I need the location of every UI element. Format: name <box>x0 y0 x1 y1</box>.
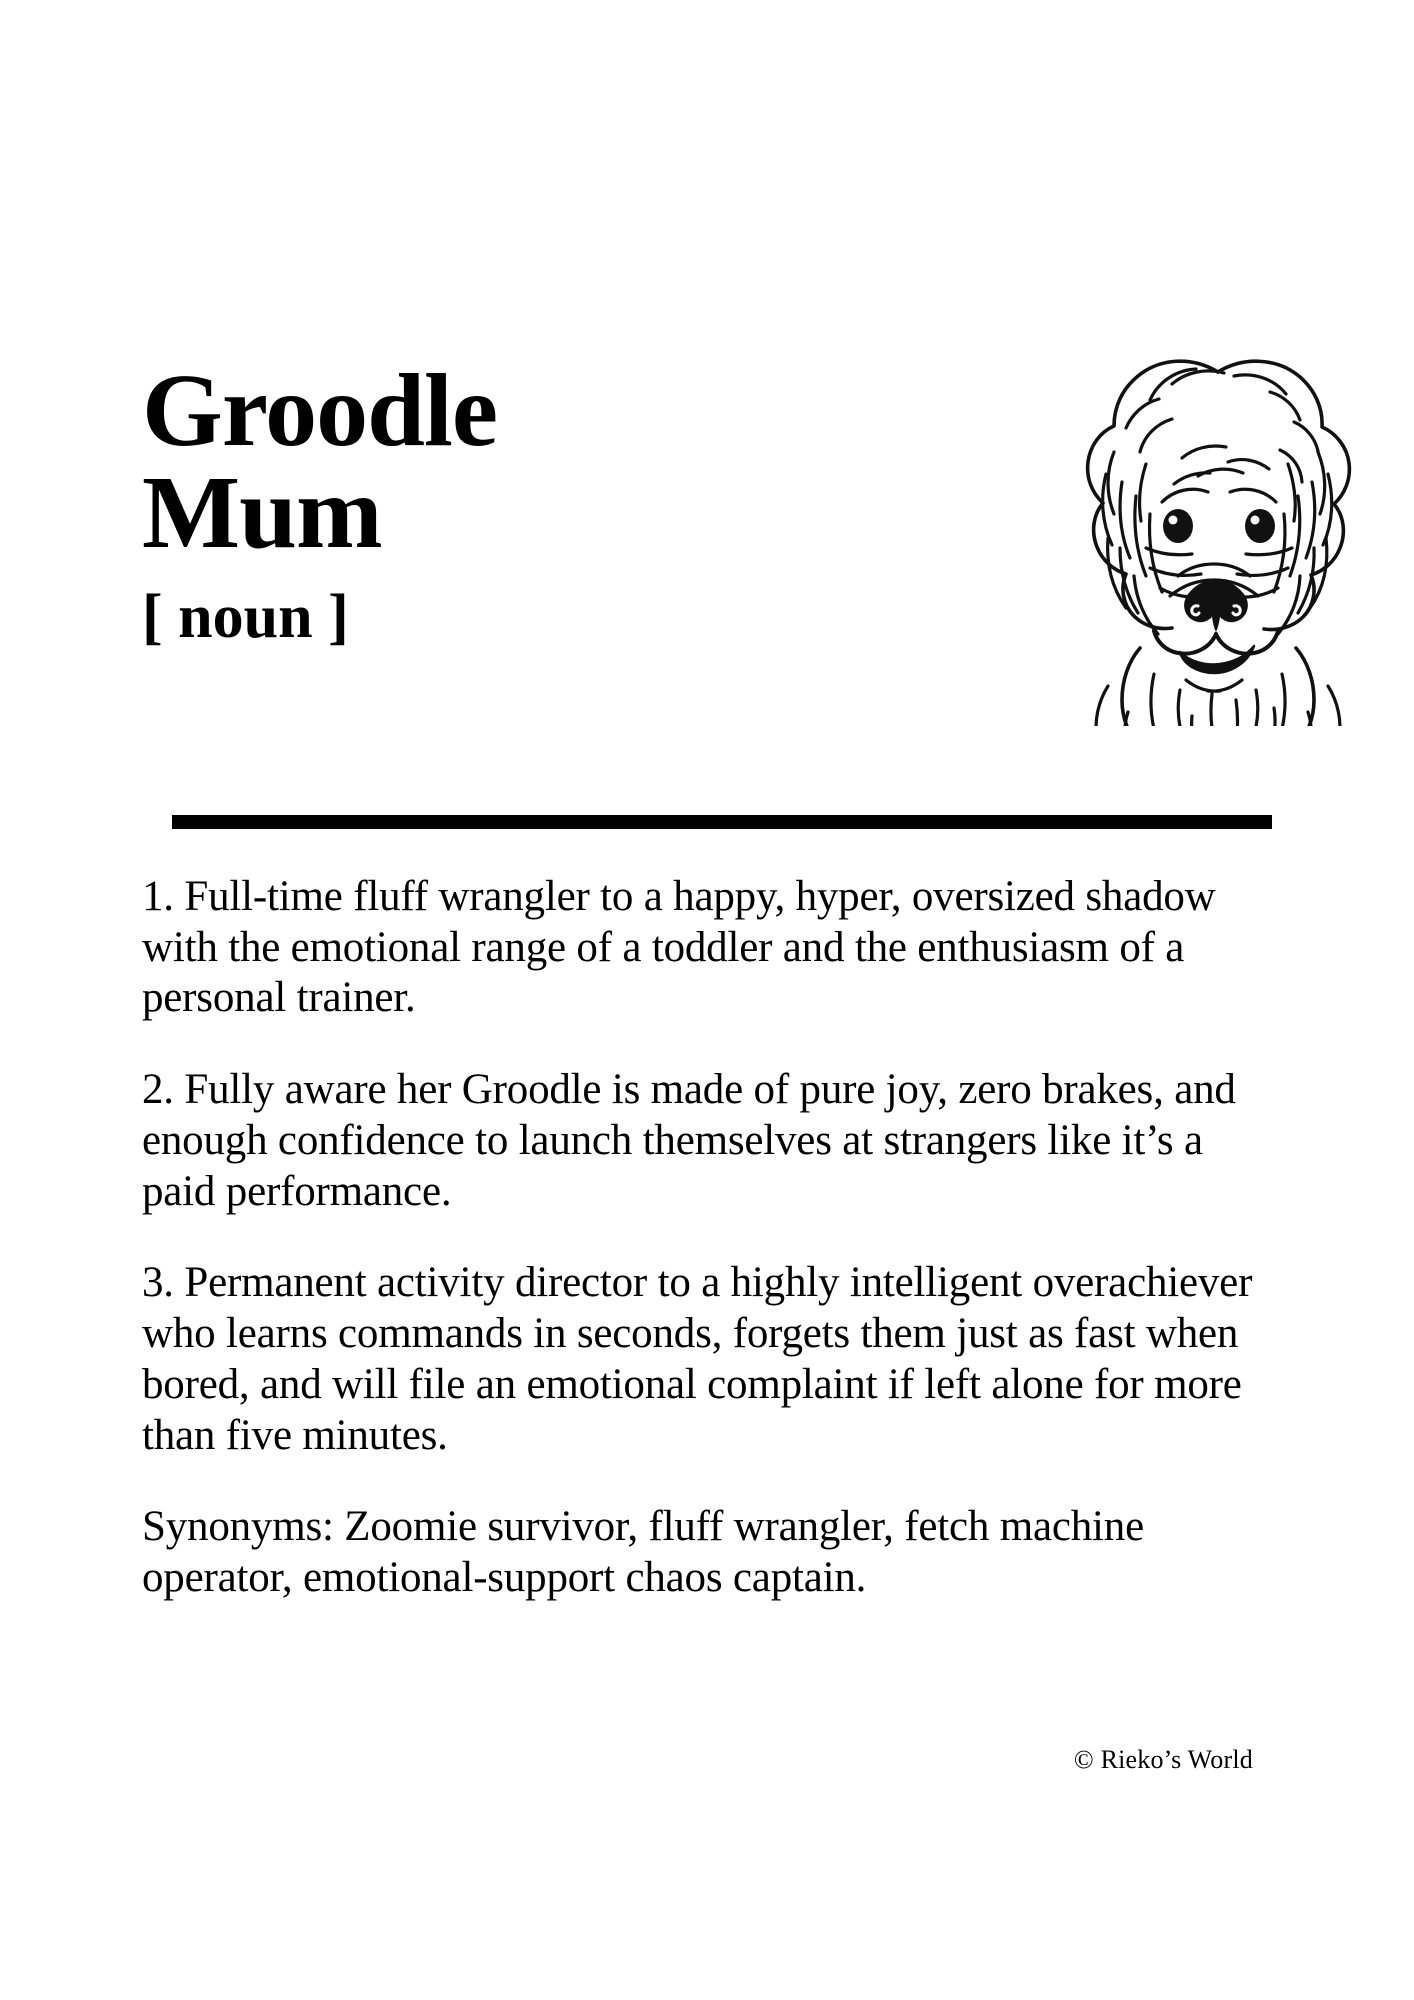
header-divider-rule <box>172 815 1272 829</box>
part-of-speech-label: [ noun ] <box>142 582 349 651</box>
definition-item-1: 1. Full-time fluff wrangler to a happy, hyper, oversized shadow with the emotional range of a toddler and the enthusiasm of a personal trainer. <box>142 873 1216 1022</box>
synonyms-line: Synonyms: Zoomie survivor, fluff wrangler, fetch machine operator, emotional-support chaos captain. <box>142 1503 1144 1602</box>
definition-list <box>142 872 1282 1604</box>
copyright-credit: © Rieko’s World <box>1073 1745 1253 1774</box>
groodle-dog-icon <box>1022 276 1402 726</box>
page-title: Groodle Mum <box>142 353 498 570</box>
definition-item-2: 2. Fully aware her Groodle is made of pure joy, zero brakes, and enough confidence to launch themselves at strangers like it’s a paid performance. <box>142 1066 1236 1215</box>
definition-item-3: 3. Permanent activity director to a highly intelligent overachiever who learns commands in seconds, forgets them just as fast when bored, and will file an emotional complaint if left alone for more than five minutes. <box>142 1259 1253 1459</box>
title-column <box>142 353 782 651</box>
